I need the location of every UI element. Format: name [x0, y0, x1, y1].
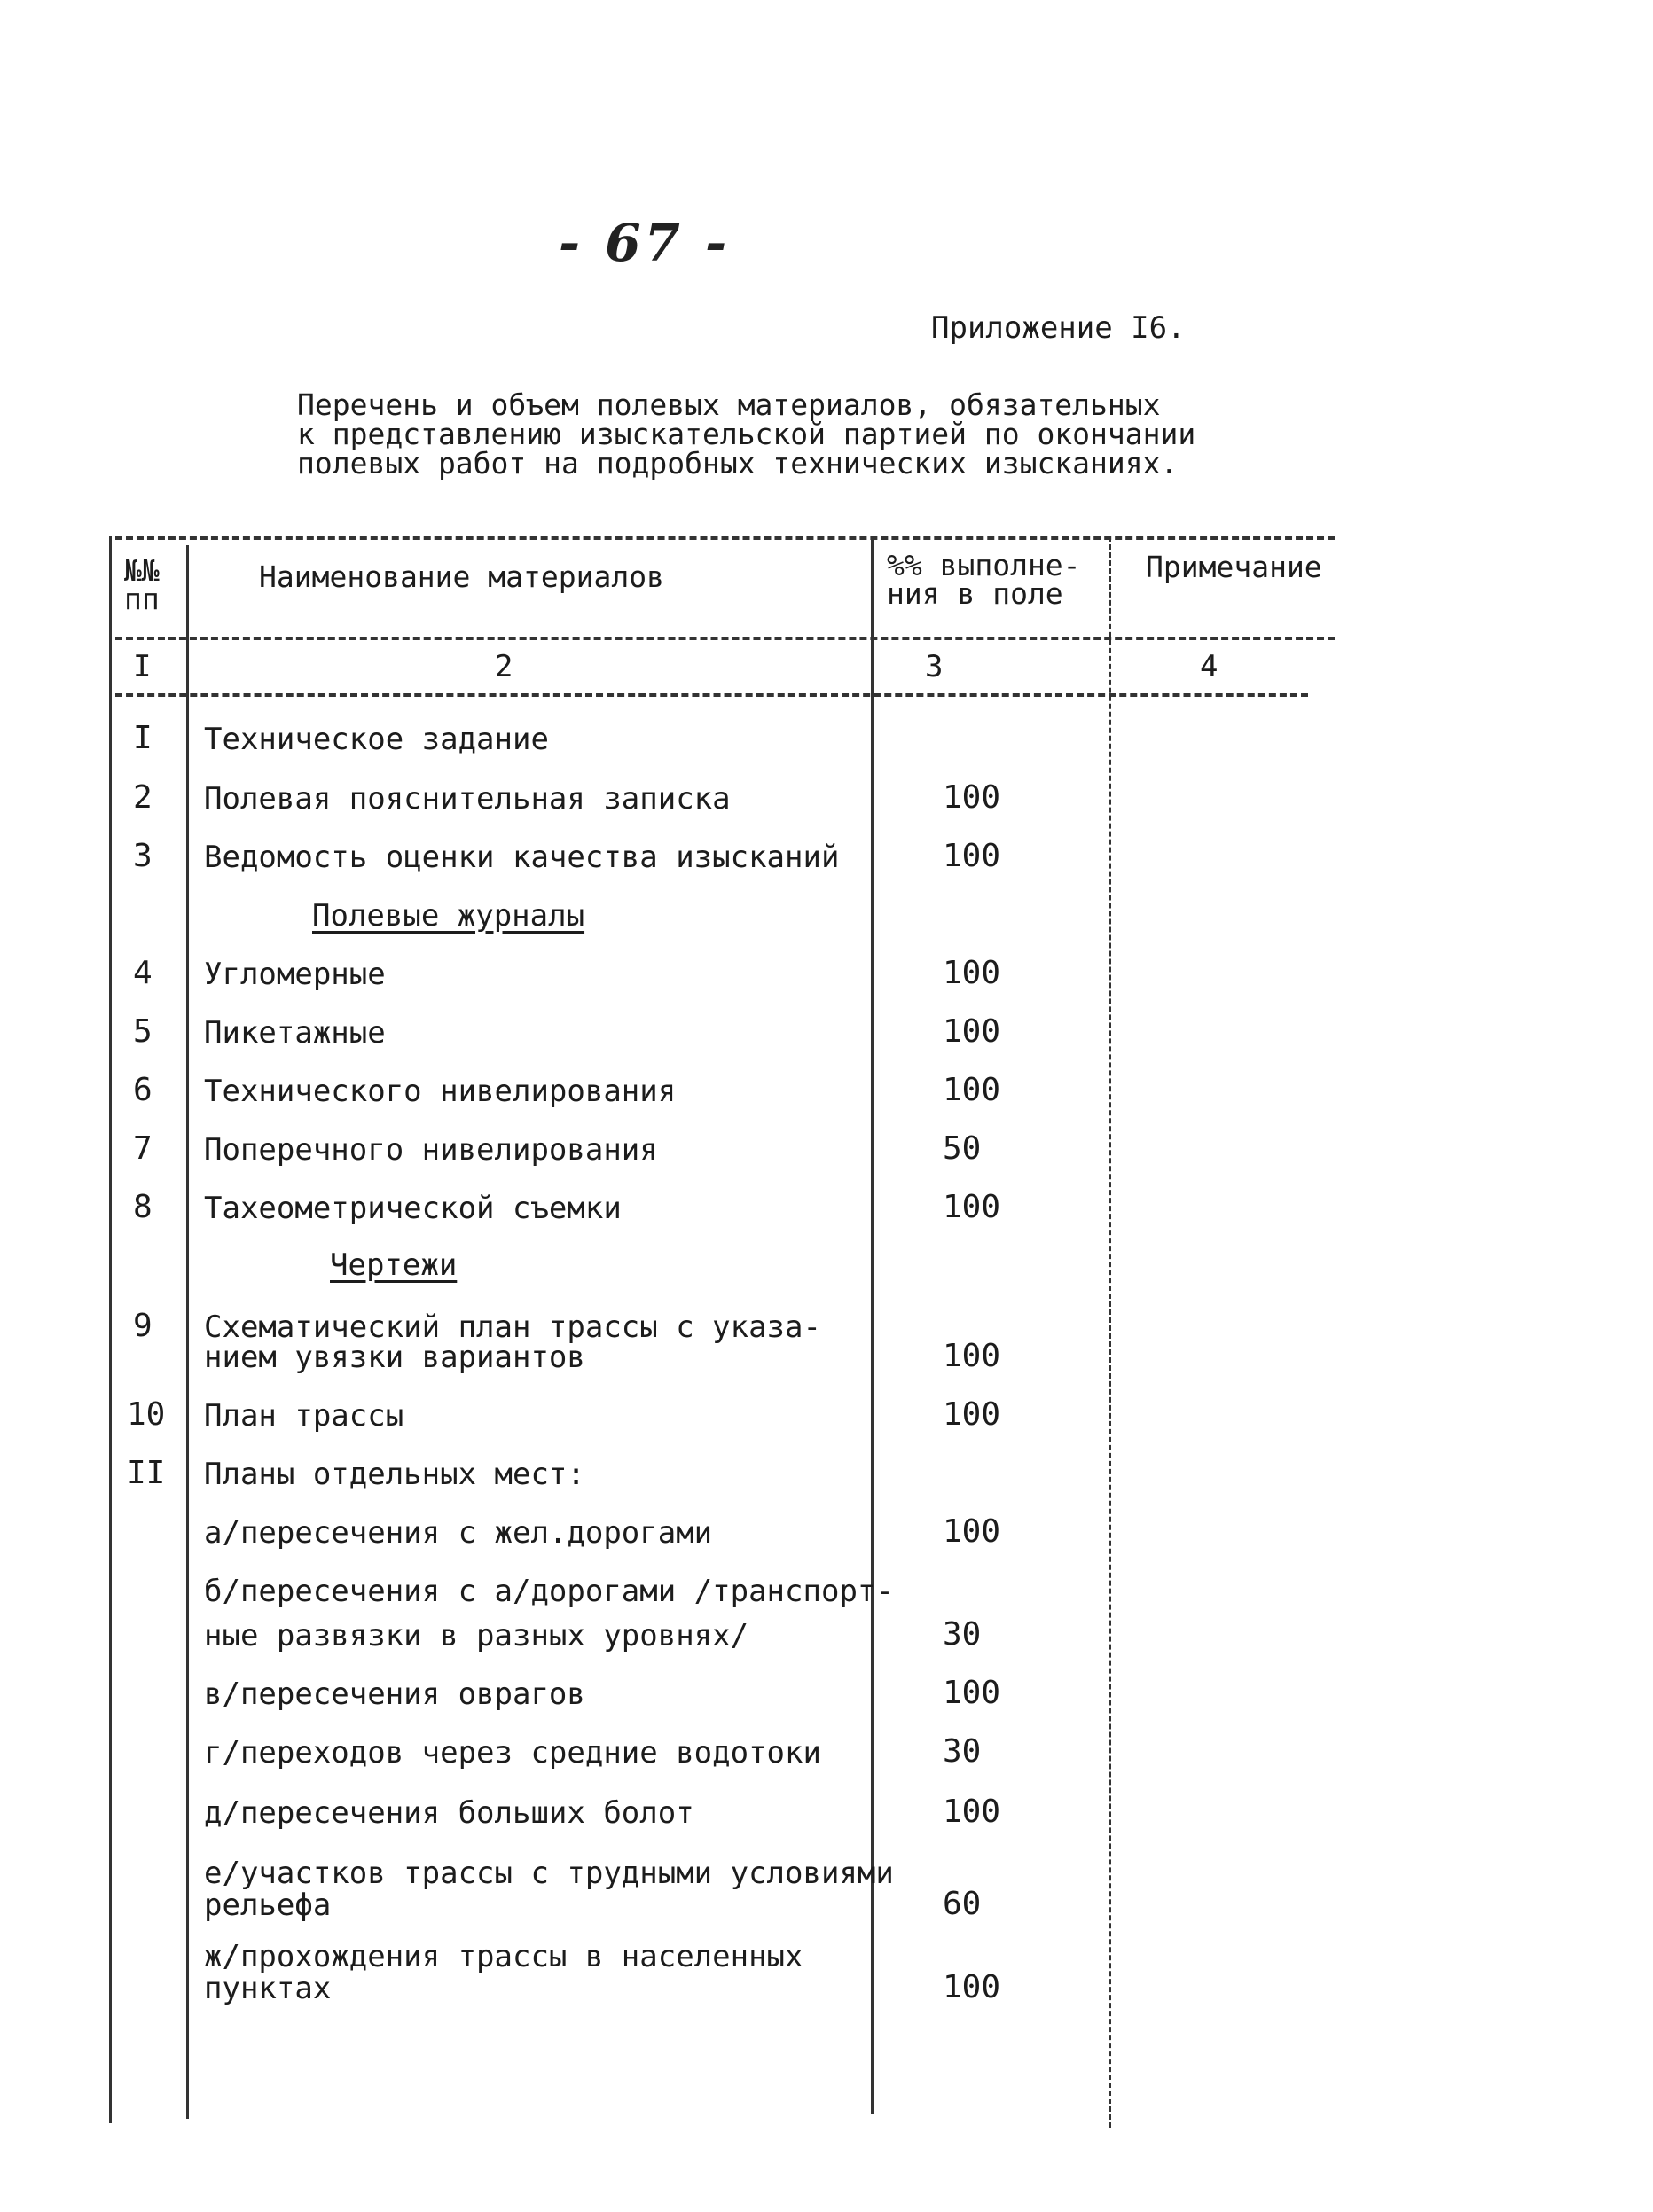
row-percent: 100 — [943, 955, 1001, 991]
row-percent: 100 — [943, 1969, 1001, 2005]
row-name: Полевая пояснительная записка — [204, 781, 731, 817]
page-number: - 67 - — [559, 213, 731, 273]
row-percent: 100 — [943, 1013, 1001, 1050]
row-percent: 100 — [943, 1396, 1001, 1433]
row-number: II — [127, 1455, 166, 1491]
header-number-line: пп — [124, 582, 160, 616]
row-percent: 60 — [943, 1886, 982, 1922]
column-number: I — [133, 649, 152, 684]
column-divider-1 — [186, 545, 189, 2119]
row-percent: 100 — [943, 1675, 1001, 1711]
table-left-border — [109, 536, 112, 2123]
title-line: полевых работ на подробных технических изысканиях. — [297, 446, 1179, 481]
row-name: нием увязки вариантов — [204, 1340, 585, 1375]
section-heading: Полевые журналы — [312, 898, 585, 934]
row-percent: 100 — [943, 838, 1001, 874]
title-line: Перечень и объем полевых материалов, обязательных — [297, 387, 1161, 422]
row-name: г/переходов через средние водотоки — [204, 1735, 821, 1770]
row-number: 3 — [133, 838, 153, 874]
row-percent: 100 — [943, 1513, 1001, 1550]
row-percent: 100 — [943, 1338, 1001, 1374]
row-number: 8 — [133, 1189, 153, 1225]
row-name: Технического нивелирования — [204, 1074, 677, 1109]
header-number — [124, 553, 160, 616]
row-name: Угломерные — [204, 957, 386, 992]
header-percent-line: ния в поле — [887, 576, 1063, 611]
row-name: б/пересечения с а/дорогами /транспорт- — [204, 1574, 894, 1609]
header-name: Наименование материалов — [259, 559, 664, 594]
row-name: ж/прохождения трассы в населенных — [204, 1939, 803, 1974]
row-name: Поперечного нивелирования — [204, 1132, 658, 1168]
header-number-line: №№ — [124, 553, 160, 588]
row-name: пунктах — [204, 1971, 332, 2006]
row-name: Пикетажные — [204, 1015, 386, 1051]
column-number: 2 — [495, 649, 513, 684]
row-name: а/пересечения с жел.дорогами — [204, 1515, 713, 1551]
row-number: 6 — [133, 1072, 153, 1108]
header-bottom-rule — [115, 637, 1335, 640]
header-note: Примечание — [1146, 550, 1322, 584]
row-name: План трассы — [204, 1398, 404, 1434]
row-number: 10 — [127, 1396, 166, 1433]
row-name: Тахеометрической съемки — [204, 1191, 622, 1226]
row-number: I — [133, 720, 153, 756]
row-percent: 100 — [943, 1189, 1001, 1225]
header-percent-line: %% выполне- — [887, 548, 1081, 582]
row-name: е/участков трассы с трудными условиями — [204, 1856, 894, 1891]
section-heading: Чертежи — [330, 1247, 458, 1283]
row-name: в/пересечения оврагов — [204, 1677, 585, 1712]
column-number: 3 — [925, 649, 944, 684]
row-name: Техническое задание — [204, 722, 549, 757]
row-name: д/пересечения больших болот — [204, 1795, 694, 1831]
header-percent — [887, 548, 1081, 611]
document-title — [297, 387, 1196, 481]
row-percent: 50 — [943, 1130, 982, 1167]
row-number: 5 — [133, 1013, 153, 1050]
colnum-bottom-rule — [115, 693, 1308, 697]
row-percent: 30 — [943, 1616, 982, 1653]
row-number: 7 — [133, 1130, 153, 1167]
column-number: 4 — [1200, 649, 1218, 684]
row-name: ные развязки в разных уровнях/ — [204, 1618, 749, 1653]
row-name: Схематический план трассы с указа- — [204, 1309, 821, 1345]
row-number: 9 — [133, 1308, 153, 1344]
row-percent: 100 — [943, 1072, 1001, 1108]
table-top-rule — [115, 536, 1335, 540]
row-name: Ведомость оценки качества изысканий — [204, 840, 840, 875]
row-percent: 100 — [943, 1794, 1001, 1830]
row-name: рельефа — [204, 1888, 332, 1923]
row-percent: 100 — [943, 779, 1001, 816]
row-name: Планы отдельных мест: — [204, 1457, 585, 1492]
row-percent: 30 — [943, 1733, 982, 1770]
appendix-label: Приложение I6. — [931, 310, 1186, 346]
row-number: 4 — [133, 955, 153, 991]
column-divider-3 — [1109, 536, 1111, 2128]
row-number: 2 — [133, 779, 153, 816]
title-line: к представлению изыскательской партией по окончании — [297, 417, 1196, 451]
